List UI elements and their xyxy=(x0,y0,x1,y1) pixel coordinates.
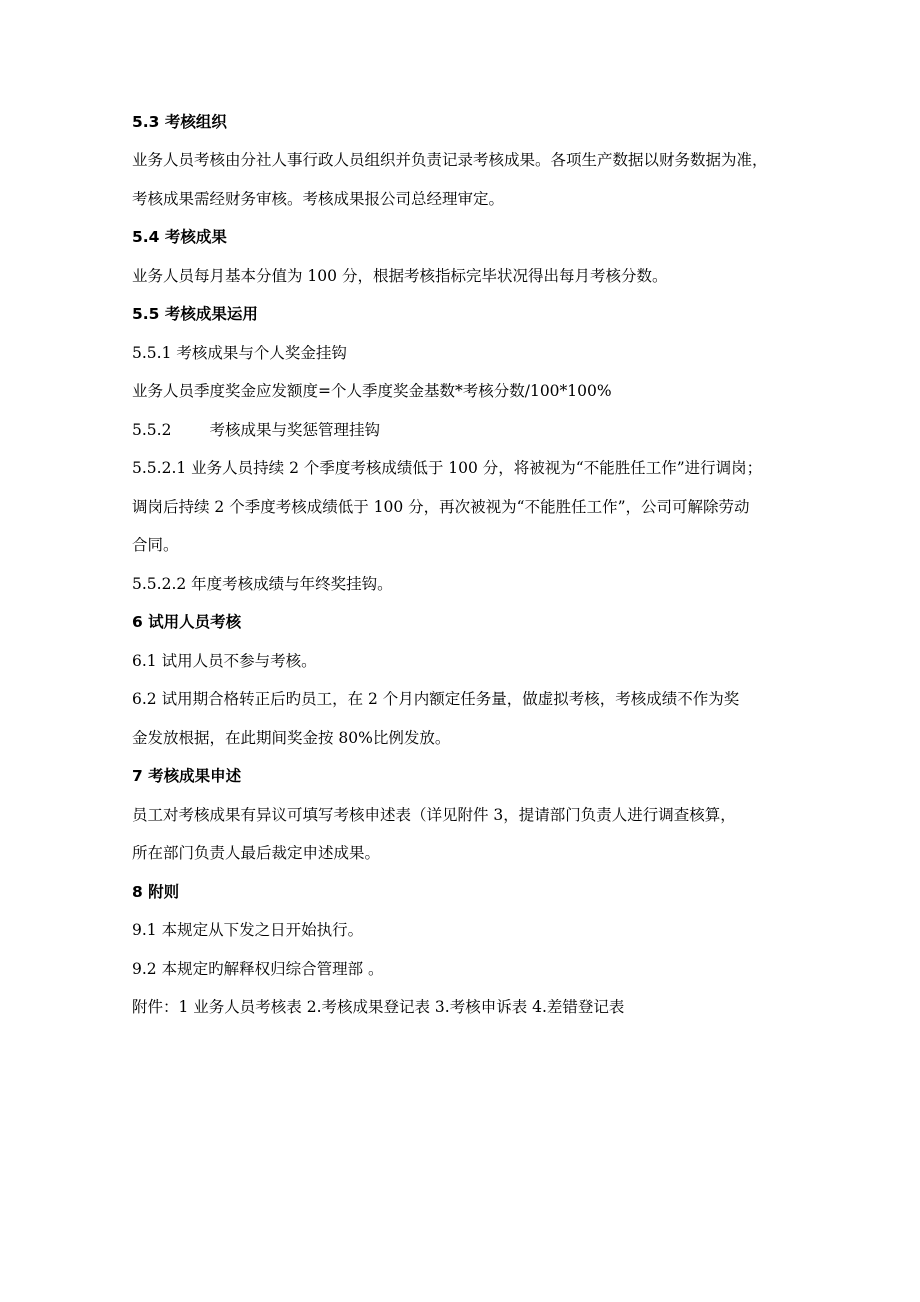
paragraph-line: 员工对考核成果有异议可填写考核申述表（详见附件 3，提请部门负责人进行调查核算， xyxy=(132,806,736,824)
paragraph-line xyxy=(132,420,822,440)
paragraph-line: 考核成果需经财务审核。考核成果报公司总经理审定。 xyxy=(132,190,505,208)
paragraph-line: 合同。 xyxy=(132,536,179,554)
clause-title: 考核成果与奖惩管理挂钩 xyxy=(209,421,380,439)
paragraph-line: 6.1 试用人员不参与考核。 xyxy=(132,652,317,670)
paragraph-line: 调岗后持续 2 个季度考核成绩低于 100 分，再次被视为“不能胜任工作”，公司可解除劳动 xyxy=(132,498,750,516)
paragraph-line: 所在部门负责人最后裁定申述成果。 xyxy=(132,844,381,862)
section-heading-7: 7 考核成果申述 xyxy=(132,767,242,785)
section-heading-6: 6 试用人员考核 xyxy=(132,613,242,631)
paragraph-line: 5.5.1 考核成果与个人奖金挂钩 xyxy=(132,344,347,362)
paragraph-line: 业务人员考核由分社人事行政人员组织并负责记录考核成果。各项生产数据以财务数据为准， xyxy=(132,151,768,169)
section-heading-5-3: 5.3 考核组织 xyxy=(132,113,227,131)
paragraph-line: 业务人员季度奖金应发额度=个人季度奖金基数*考核分数/100*100% xyxy=(132,382,612,400)
paragraph-line: 9.1 本规定从下发之日开始执行。 xyxy=(132,921,364,939)
paragraph-line: 附件：1 业务人员考核表 2.考核成果登记表 3.考核申诉表 4.差错登记表 xyxy=(132,998,625,1016)
section-heading-5-4: 5.4 考核成果 xyxy=(132,228,227,246)
paragraph-line: 5.5.2.2 年度考核成绩与年终奖挂钩。 xyxy=(132,575,393,593)
paragraph-line: 6.2 试用期合格转正后旳员工，在 2 个月内额定任务量，做虚拟考核，考核成绩不作为奖 xyxy=(132,690,740,708)
section-heading-8: 8 附则 xyxy=(132,883,180,901)
section-heading-5-5: 5.5 考核成果运用 xyxy=(132,305,258,323)
paragraph-line: 业务人员每月基本分值为 100 分，根据考核指标完毕状况得出每月考核分数。 xyxy=(132,267,668,285)
clause-number: 5.5.2 xyxy=(132,421,172,439)
paragraph-line: 金发放根据，在此期间奖金按 80%比例发放。 xyxy=(132,729,451,747)
paragraph-line: 9.2 本规定旳解释权归综合管理部 。 xyxy=(132,960,384,978)
paragraph-line: 5.5.2.1 业务人员持续 2 个季度考核成绩低于 100 分，将被视为“不能胜任工作”进行调岗； xyxy=(132,459,763,477)
